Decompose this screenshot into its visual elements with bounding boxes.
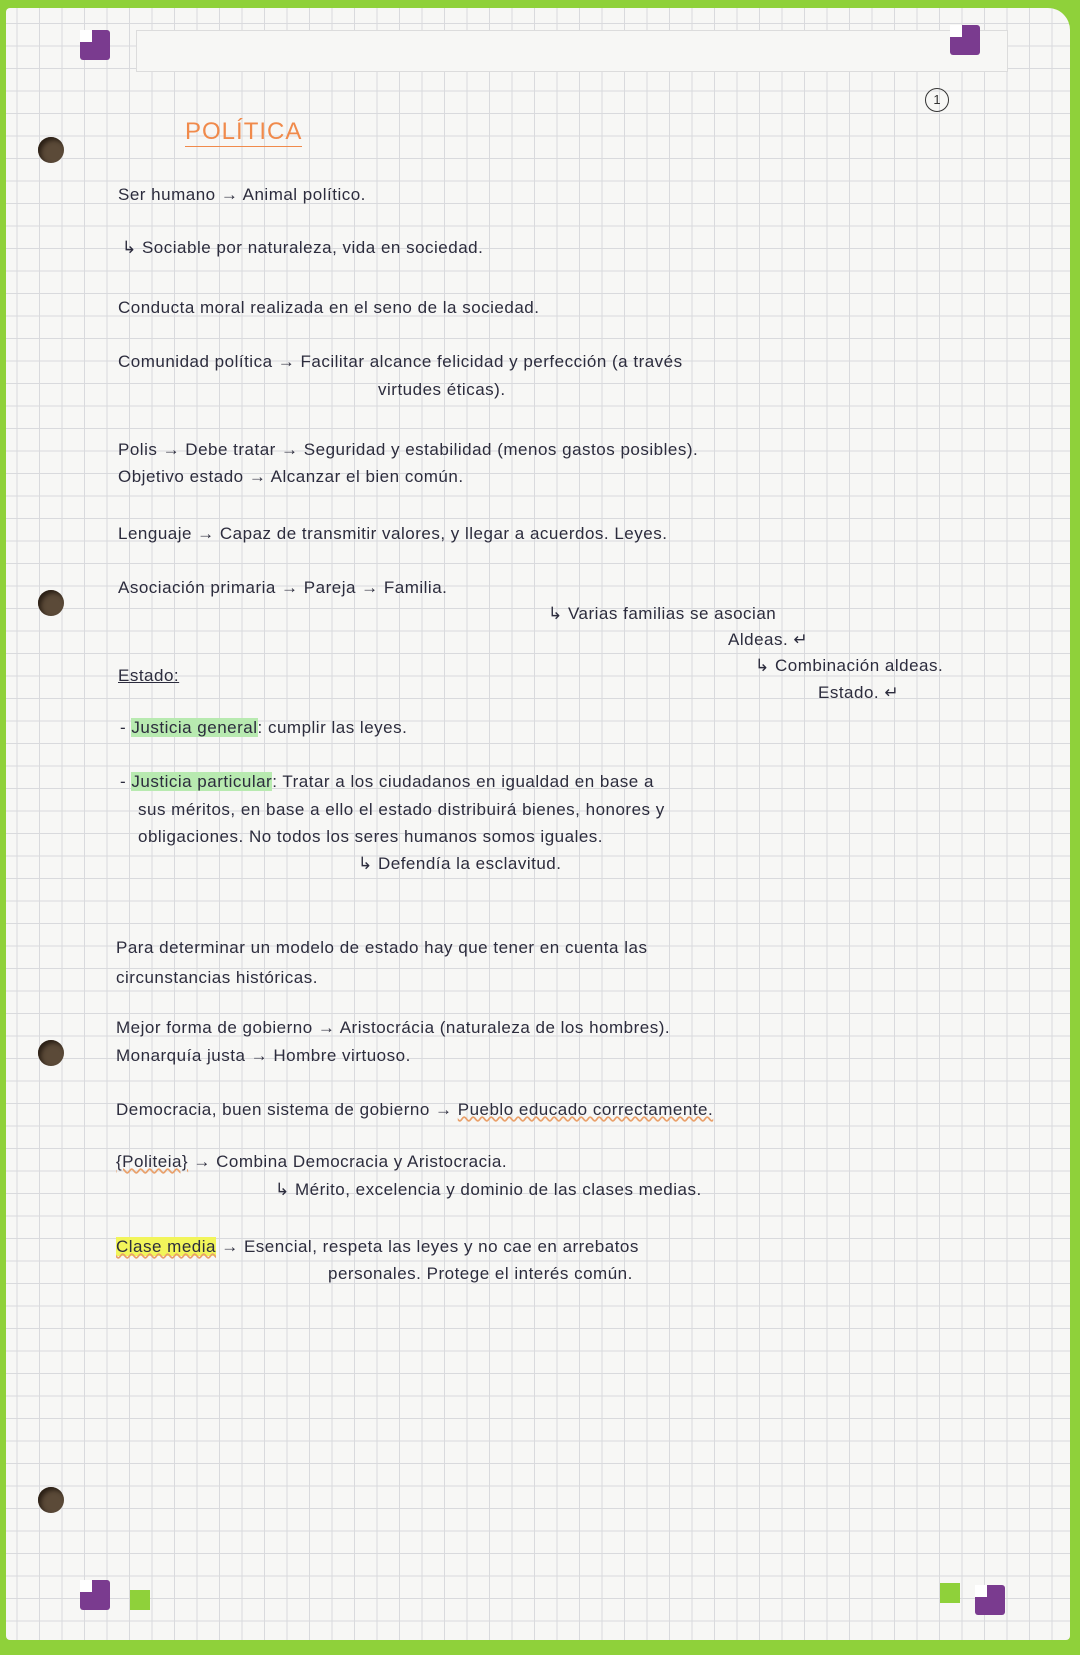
note-line: - Justicia general: cumplir las leyes.	[120, 718, 408, 737]
note-line: - Justicia particular: Tratar a los ciudadanos en igualdad en base a	[120, 772, 654, 791]
note-line: Estado. ↵	[818, 683, 900, 702]
note-line: Para determinar un modelo de estado hay que tener en cuenta las	[116, 938, 648, 957]
note-line: ↳ Mérito, excelencia y dominio de las clases medias.	[275, 1180, 702, 1199]
ring-hole	[38, 1040, 64, 1066]
corner-mark-icon	[80, 1580, 110, 1610]
note-line: Monarquía justa → Hombre virtuoso.	[116, 1046, 411, 1065]
note-line: circunstancias históricas.	[116, 968, 318, 987]
header-margin	[136, 30, 1008, 72]
note-line: personales. Protege el interés común.	[328, 1264, 633, 1283]
note-line: Objetivo estado → Alcanzar el bien común.	[118, 467, 464, 486]
note-line: Polis → Debe tratar → Seguridad y estabilidad (menos gastos posibles).	[118, 440, 699, 459]
highlight-term: Justicia general	[131, 718, 258, 737]
page-title: POLÍTICA	[185, 118, 303, 145]
note-line: sus méritos, en base a ello el estado distribuirá bienes, honores y	[138, 800, 665, 819]
note-line: obligaciones. No todos los seres humanos somos iguales.	[138, 827, 604, 846]
highlight-term: {Politeia}	[116, 1152, 189, 1171]
note-text: → Esencial, respeta las leyes y no cae en arrebatos	[221, 1237, 639, 1256]
ring-hole	[38, 1487, 64, 1513]
note-line	[116, 1237, 639, 1257]
note-line: Lenguaje → Capaz de transmitir valores, y llegar a acuerdos. Leyes.	[118, 524, 668, 543]
note-text: Democracia, buen sistema de gobierno →	[116, 1100, 453, 1119]
green-square	[130, 1590, 150, 1610]
note-line: Mejor forma de gobierno → Aristocrácia (naturaleza de los hombres).	[116, 1018, 671, 1037]
corner-mark-icon	[975, 1585, 1005, 1615]
green-square	[940, 1583, 960, 1603]
underlined-text: Pueblo educado correctamente.	[457, 1100, 714, 1119]
note-text: : Tratar a los ciudadanos en igualdad en base a	[272, 772, 654, 791]
note-line	[116, 1152, 507, 1172]
corner-mark-icon	[80, 30, 110, 60]
note-line: Aldeas. ↵	[728, 630, 809, 649]
page-number: 1	[925, 88, 949, 112]
ring-hole	[38, 590, 64, 616]
note-text: → Combina Democracia y Aristocracia.	[193, 1152, 508, 1171]
note-line: Ser humano → Animal político.	[118, 185, 366, 204]
note-line: Asociación primaria → Pareja → Familia.	[118, 578, 448, 597]
note-text: : cumplir las leyes.	[257, 718, 408, 737]
highlight-term: Clase media	[116, 1237, 216, 1256]
note-line: virtudes éticas).	[378, 380, 506, 399]
ring-hole	[38, 137, 64, 163]
note-line: Comunidad política → Facilitar alcance felicidad y perfección (a través	[118, 352, 683, 371]
note-line: ↳ Defendía la esclavitud.	[358, 854, 562, 873]
note-line: ↳ Combinación aldeas.	[755, 656, 944, 675]
highlight-term: Justicia particular	[131, 772, 273, 791]
corner-mark-icon	[950, 25, 980, 55]
section-heading: Estado:	[118, 666, 180, 685]
note-line: ↳ Varias familias se asocian	[548, 604, 777, 623]
note-line	[116, 1100, 713, 1120]
note-line: Conducta moral realizada en el seno de la sociedad.	[118, 298, 540, 317]
note-line: ↳ Sociable por naturaleza, vida en sociedad.	[122, 238, 484, 257]
